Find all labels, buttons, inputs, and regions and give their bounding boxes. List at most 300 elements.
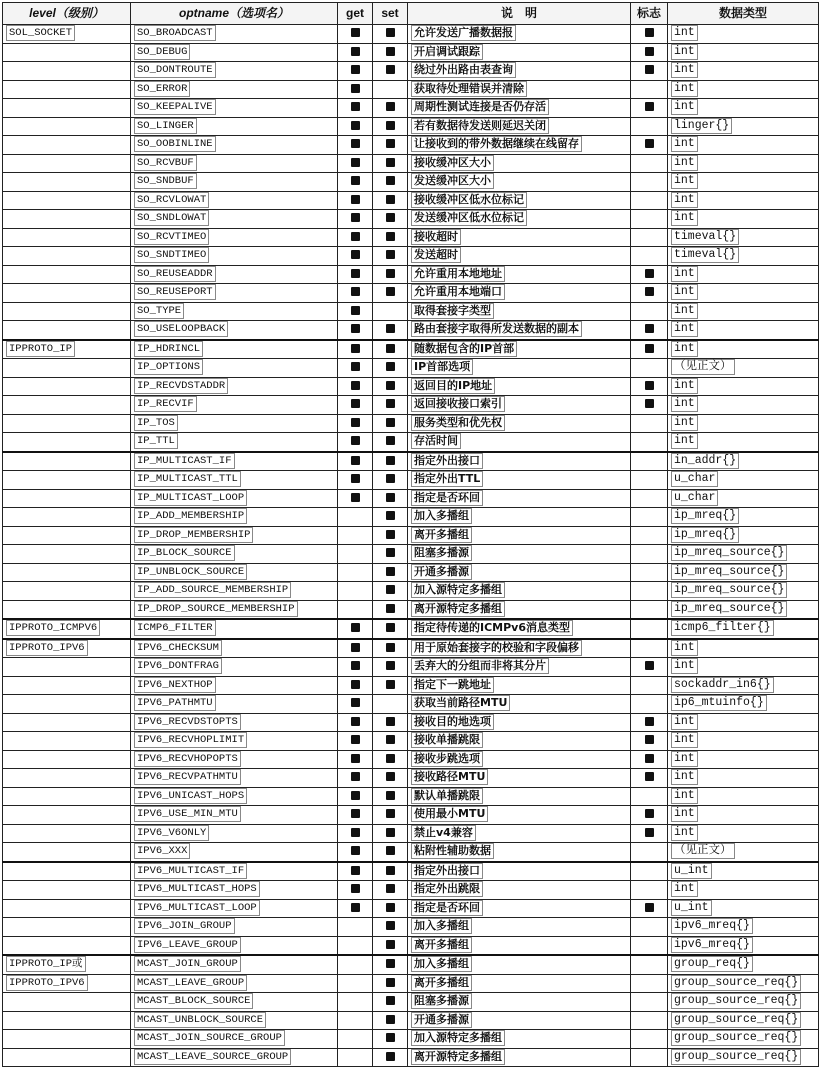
bullet-icon [351, 493, 360, 502]
datatype-cell-text: ip_mreq_source{} [671, 564, 787, 580]
bullet-icon [386, 362, 395, 371]
optname-cell-text: IP_HDRINCL [134, 341, 203, 357]
bullet-icon [386, 213, 395, 222]
datatype-cell [668, 340, 819, 359]
flag-cell [631, 545, 668, 564]
flag-cell [631, 639, 668, 658]
bullet-icon [351, 866, 360, 875]
bullet-icon [386, 884, 395, 893]
table-row [3, 489, 819, 508]
table-row [3, 881, 819, 900]
table-row [3, 62, 819, 81]
flag-cell [631, 284, 668, 303]
bullet-icon [645, 399, 654, 408]
optname-cell-text: IP_TTL [134, 433, 178, 449]
bullet-icon [386, 324, 395, 333]
bullet-icon [351, 250, 360, 259]
bullet-icon [351, 735, 360, 744]
bullet-icon [645, 287, 654, 296]
datatype-cell-text: group_req{} [671, 956, 753, 972]
get-cell [338, 508, 373, 527]
flag-cell [631, 396, 668, 415]
description-cell [408, 414, 631, 433]
flag-cell [631, 191, 668, 210]
get-header: get [338, 3, 373, 25]
bullet-icon [645, 65, 654, 74]
level-cell [3, 62, 131, 81]
set-cell [373, 1048, 408, 1067]
description-cell-text: 指定外出接口 [411, 453, 483, 469]
optname-cell-text: IP_ADD_MEMBERSHIP [134, 508, 247, 524]
optname-cell-text: IP_MULTICAST_LOOP [134, 490, 247, 506]
description-cell [408, 1048, 631, 1067]
flag-cell [631, 452, 668, 471]
get-cell [338, 658, 373, 677]
get-cell [338, 471, 373, 490]
optname-cell [131, 582, 338, 601]
level-cell [3, 639, 131, 658]
optname-cell [131, 433, 338, 452]
bullet-icon [386, 436, 395, 445]
level-cell [3, 80, 131, 99]
datatype-cell [668, 955, 819, 974]
get-cell [338, 340, 373, 359]
level-cell [3, 396, 131, 415]
flag-cell [631, 62, 668, 81]
optname-cell [131, 154, 338, 173]
datatype-cell-text: group_source_req{} [671, 1012, 801, 1028]
datatype-cell-text: group_source_req{} [671, 1049, 801, 1065]
get-cell [338, 284, 373, 303]
datatype-cell-text: in_addr{} [671, 453, 739, 469]
get-cell [338, 154, 373, 173]
description-cell [408, 154, 631, 173]
datatype-cell [668, 265, 819, 284]
table-row [3, 787, 819, 806]
optname-cell-text: IP_RECVIF [134, 396, 197, 412]
table-row [3, 918, 819, 937]
table-row [3, 396, 819, 415]
optname-cell [131, 918, 338, 937]
table-row [3, 117, 819, 136]
optname-cell [131, 769, 338, 788]
flag-cell [631, 955, 668, 974]
description-cell-text: 若有数据待发送则延迟关闭 [411, 118, 549, 134]
bullet-icon [386, 28, 395, 37]
bullet-icon [351, 884, 360, 893]
datatype-cell-text: int [671, 62, 698, 78]
flag-cell [631, 974, 668, 993]
level-cell [3, 582, 131, 601]
description-cell-text: 用于原始套接字的校验和字段偏移 [411, 640, 582, 656]
optname-cell-text: SO_SNDTIMEO [134, 247, 209, 263]
datatype-cell [668, 302, 819, 321]
optname-cell [131, 545, 338, 564]
description-cell-text: 获取待处理错误并清除 [411, 81, 527, 97]
level-cell [3, 993, 131, 1012]
bullet-icon [386, 1033, 395, 1042]
optname-cell-text: SO_REUSEADDR [134, 266, 216, 282]
bullet-icon [351, 158, 360, 167]
datatype-cell [668, 136, 819, 155]
datatype-cell-text: int [671, 769, 698, 785]
level-cell [3, 974, 131, 993]
datatype-cell [668, 99, 819, 118]
description-cell-text: 阻塞多播源 [411, 545, 472, 561]
level-cell [3, 955, 131, 974]
optname-cell [131, 526, 338, 545]
datatype-cell [668, 750, 819, 769]
get-cell [338, 582, 373, 601]
get-cell [338, 619, 373, 639]
set-cell [373, 228, 408, 247]
bullet-icon [386, 548, 395, 557]
table-row [3, 1030, 819, 1049]
description-cell-text: 随数据包含的IP首部 [411, 341, 517, 357]
description-cell-text: 返回接收接口索引 [411, 396, 505, 412]
datatype-cell-text: int [671, 396, 698, 412]
flag-cell [631, 918, 668, 937]
description-cell [408, 843, 631, 862]
bullet-icon [645, 269, 654, 278]
description-cell [408, 359, 631, 378]
optname-cell-text: ICMP6_FILTER [134, 620, 216, 636]
datatype-cell [668, 191, 819, 210]
set-cell [373, 676, 408, 695]
datatype-cell-text: int [671, 378, 698, 394]
description-cell [408, 136, 631, 155]
datatype-cell [668, 563, 819, 582]
description-cell [408, 658, 631, 677]
datatype-cell [668, 974, 819, 993]
datatype-cell [668, 80, 819, 99]
bullet-icon [386, 65, 395, 74]
level-cell [3, 99, 131, 118]
set-cell [373, 787, 408, 806]
optname-cell [131, 899, 338, 918]
table-row [3, 508, 819, 527]
optname-cell [131, 639, 338, 658]
description-cell [408, 732, 631, 751]
bullet-icon [386, 661, 395, 670]
get-cell [338, 787, 373, 806]
datatype-cell-text: u_char [671, 471, 718, 487]
optname-cell [131, 824, 338, 843]
optname-cell [131, 732, 338, 751]
datatype-cell [668, 489, 819, 508]
description-cell [408, 210, 631, 229]
table-row [3, 993, 819, 1012]
description-cell-text: 取得套接字类型 [411, 303, 494, 319]
datatype-cell [668, 414, 819, 433]
datatype-cell [668, 210, 819, 229]
optname-cell-text: IP_OPTIONS [134, 359, 203, 375]
level-cell [3, 377, 131, 396]
description-cell-text: 服务类型和优先权 [411, 415, 505, 431]
datatype-cell-text: int [671, 751, 698, 767]
level-cell [3, 619, 131, 639]
bullet-icon [351, 195, 360, 204]
description-cell-text: 禁止v4兼容 [411, 825, 476, 841]
bullet-icon [645, 828, 654, 837]
description-cell [408, 619, 631, 639]
bullet-icon [351, 121, 360, 130]
get-cell [338, 191, 373, 210]
datatype-cell-text: ip_mreq{} [671, 508, 739, 524]
optname-cell-text: SO_RCVLOWAT [134, 192, 209, 208]
description-cell [408, 80, 631, 99]
set-cell [373, 600, 408, 619]
bullet-icon [386, 996, 395, 1005]
flag-cell [631, 563, 668, 582]
flag-cell [631, 414, 668, 433]
bullet-icon [351, 623, 360, 632]
datatype-cell [668, 62, 819, 81]
bullet-icon [386, 269, 395, 278]
optname-cell-text: IPV6_MULTICAST_HOPS [134, 881, 260, 897]
bullet-icon [386, 866, 395, 875]
table-row [3, 321, 819, 340]
description-cell-text: 指定下一跳地址 [411, 677, 494, 693]
description-cell [408, 824, 631, 843]
bullet-icon [386, 102, 395, 111]
description-cell-text: 加入多播组 [411, 956, 472, 972]
bullet-icon [645, 735, 654, 744]
level-cell [3, 936, 131, 955]
datatype-cell [668, 173, 819, 192]
level-cell [3, 284, 131, 303]
level-cell [3, 563, 131, 582]
datatype-cell [668, 582, 819, 601]
flag-cell [631, 1011, 668, 1030]
flag-cell [631, 340, 668, 359]
set-cell [373, 247, 408, 266]
bullet-icon [386, 921, 395, 930]
get-cell [338, 974, 373, 993]
bullet-icon [351, 456, 360, 465]
table-row [3, 340, 819, 359]
bullet-icon [386, 978, 395, 987]
description-cell-text: 默认单播跳限 [411, 788, 483, 804]
optname-cell [131, 396, 338, 415]
get-cell [338, 899, 373, 918]
table-row [3, 658, 819, 677]
optname-cell [131, 862, 338, 881]
datatype-cell [668, 508, 819, 527]
bullet-icon [351, 791, 360, 800]
datatype-cell [668, 321, 819, 340]
datatype-cell [668, 526, 819, 545]
get-cell [338, 843, 373, 862]
datatype-cell-text: timeval{} [671, 229, 739, 245]
datatype-cell-text: int [671, 303, 698, 319]
bullet-icon [351, 269, 360, 278]
table-row [3, 936, 819, 955]
datatype-cell [668, 1030, 819, 1049]
bullet-icon [386, 604, 395, 613]
optname-cell [131, 340, 338, 359]
optname-cell-text: IPV6_RECVPATHMTU [134, 769, 241, 785]
bullet-icon [351, 903, 360, 912]
flag-cell [631, 713, 668, 732]
bullet-icon [351, 717, 360, 726]
level-cell-text: IPPROTO_IP [6, 341, 75, 357]
bullet-icon [351, 381, 360, 390]
description-cell-text: 接收超时 [411, 229, 461, 245]
optname-cell-text: IP_DROP_MEMBERSHIP [134, 527, 253, 543]
description-cell-text: 指定外出TTL [411, 471, 483, 487]
bullet-icon [351, 287, 360, 296]
level-cell [3, 228, 131, 247]
flag-cell [631, 695, 668, 714]
level-cell [3, 340, 131, 359]
optname-cell [131, 136, 338, 155]
datatype-cell [668, 899, 819, 918]
set-cell [373, 210, 408, 229]
get-cell [338, 80, 373, 99]
bullet-icon [645, 324, 654, 333]
bullet-icon [351, 474, 360, 483]
table-row [3, 526, 819, 545]
get-cell [338, 824, 373, 843]
description-cell [408, 563, 631, 582]
datatype-cell-text: int [671, 640, 698, 656]
set-cell [373, 471, 408, 490]
description-cell-text: 周期性测试连接是否仍存活 [411, 99, 549, 115]
optname-cell-text: MCAST_LEAVE_GROUP [134, 975, 247, 991]
set-cell [373, 862, 408, 881]
get-cell [338, 43, 373, 62]
optname-cell-text: IPV6_V6ONLY [134, 825, 209, 841]
optname-cell [131, 302, 338, 321]
optname-cell [131, 843, 338, 862]
level-cell [3, 136, 131, 155]
flag-cell [631, 843, 668, 862]
table-row [3, 750, 819, 769]
flag-cell [631, 321, 668, 340]
level-cell [3, 117, 131, 136]
optname-cell-text: MCAST_BLOCK_SOURCE [134, 993, 253, 1009]
datatype-cell-text: u_int [671, 900, 712, 916]
description-cell-text: 加入源特定多播组 [411, 1030, 505, 1046]
optname-cell-text: SO_KEEPALIVE [134, 99, 216, 115]
datatype-cell-text: int [671, 284, 698, 300]
optname-cell [131, 658, 338, 677]
bullet-icon [645, 139, 654, 148]
description-cell [408, 191, 631, 210]
level-cell-text: IPPROTO_IPV6 [6, 640, 88, 656]
level-cell [3, 658, 131, 677]
description-cell [408, 471, 631, 490]
bullet-icon [351, 324, 360, 333]
datatype-cell-text: int [671, 99, 698, 115]
bullet-icon [386, 959, 395, 968]
optname-cell-text: SO_RCVTIMEO [134, 229, 209, 245]
table-row [3, 676, 819, 695]
optname-cell-text: SO_TYPE [134, 303, 184, 319]
get-cell [338, 62, 373, 81]
table-row [3, 1048, 819, 1067]
level-cell [3, 1011, 131, 1030]
get-cell [338, 396, 373, 415]
description-cell-text: 离开源特定多播组 [411, 1049, 505, 1065]
description-cell [408, 750, 631, 769]
datatype-cell [668, 732, 819, 751]
description-cell-text: 发送缓冲区低水位标记 [411, 210, 527, 226]
optname-cell [131, 284, 338, 303]
flag-cell [631, 526, 668, 545]
table-row [3, 619, 819, 639]
table-row [3, 191, 819, 210]
get-cell [338, 862, 373, 881]
datatype-cell-text: linger{} [671, 118, 732, 134]
set-cell [373, 918, 408, 937]
set-cell [373, 284, 408, 303]
table-row [3, 99, 819, 118]
description-cell-text: 接收缓冲区大小 [411, 155, 494, 171]
description-cell [408, 526, 631, 545]
get-cell [338, 25, 373, 44]
set-cell [373, 582, 408, 601]
bullet-icon [351, 139, 360, 148]
datatype-cell-text: int [671, 266, 698, 282]
set-cell [373, 974, 408, 993]
description-cell [408, 806, 631, 825]
table-row [3, 359, 819, 378]
set-cell [373, 154, 408, 173]
set-cell [373, 824, 408, 843]
flag-cell [631, 769, 668, 788]
flag-cell [631, 247, 668, 266]
description-cell [408, 265, 631, 284]
optname-cell [131, 471, 338, 490]
table-row [3, 247, 819, 266]
flag-cell [631, 862, 668, 881]
level-cell-text: IPPROTO_IPV6 [6, 975, 88, 991]
flag-cell [631, 99, 668, 118]
set-cell [373, 25, 408, 44]
datatype-cell [668, 43, 819, 62]
optname-cell [131, 563, 338, 582]
bullet-icon [386, 1015, 395, 1024]
description-cell [408, 25, 631, 44]
flag-cell [631, 489, 668, 508]
table-row [3, 862, 819, 881]
flag-cell [631, 302, 668, 321]
level-cell [3, 918, 131, 937]
bullet-icon [351, 102, 360, 111]
datatype-cell [668, 545, 819, 564]
set-cell [373, 769, 408, 788]
description-cell-text: 发送超时 [411, 247, 461, 263]
optname-cell [131, 414, 338, 433]
set-cell [373, 526, 408, 545]
flag-header: 标志 [631, 3, 668, 25]
optname-cell-text: IPV6_MULTICAST_IF [134, 863, 247, 879]
optname-cell-text: SO_REUSEPORT [134, 284, 216, 300]
description-cell-text: 加入多播组 [411, 508, 472, 524]
optname-cell-text: SO_USELOOPBACK [134, 321, 228, 337]
description-cell [408, 713, 631, 732]
description-cell-text: 接收单播跳限 [411, 732, 483, 748]
datatype-cell-text: int [671, 81, 698, 97]
description-cell-text: 指定是否环回 [411, 900, 483, 916]
description-cell-text: 允许重用本地端口 [411, 284, 505, 300]
set-cell [373, 80, 408, 99]
get-cell [338, 676, 373, 695]
optname-cell [131, 695, 338, 714]
set-cell [373, 99, 408, 118]
